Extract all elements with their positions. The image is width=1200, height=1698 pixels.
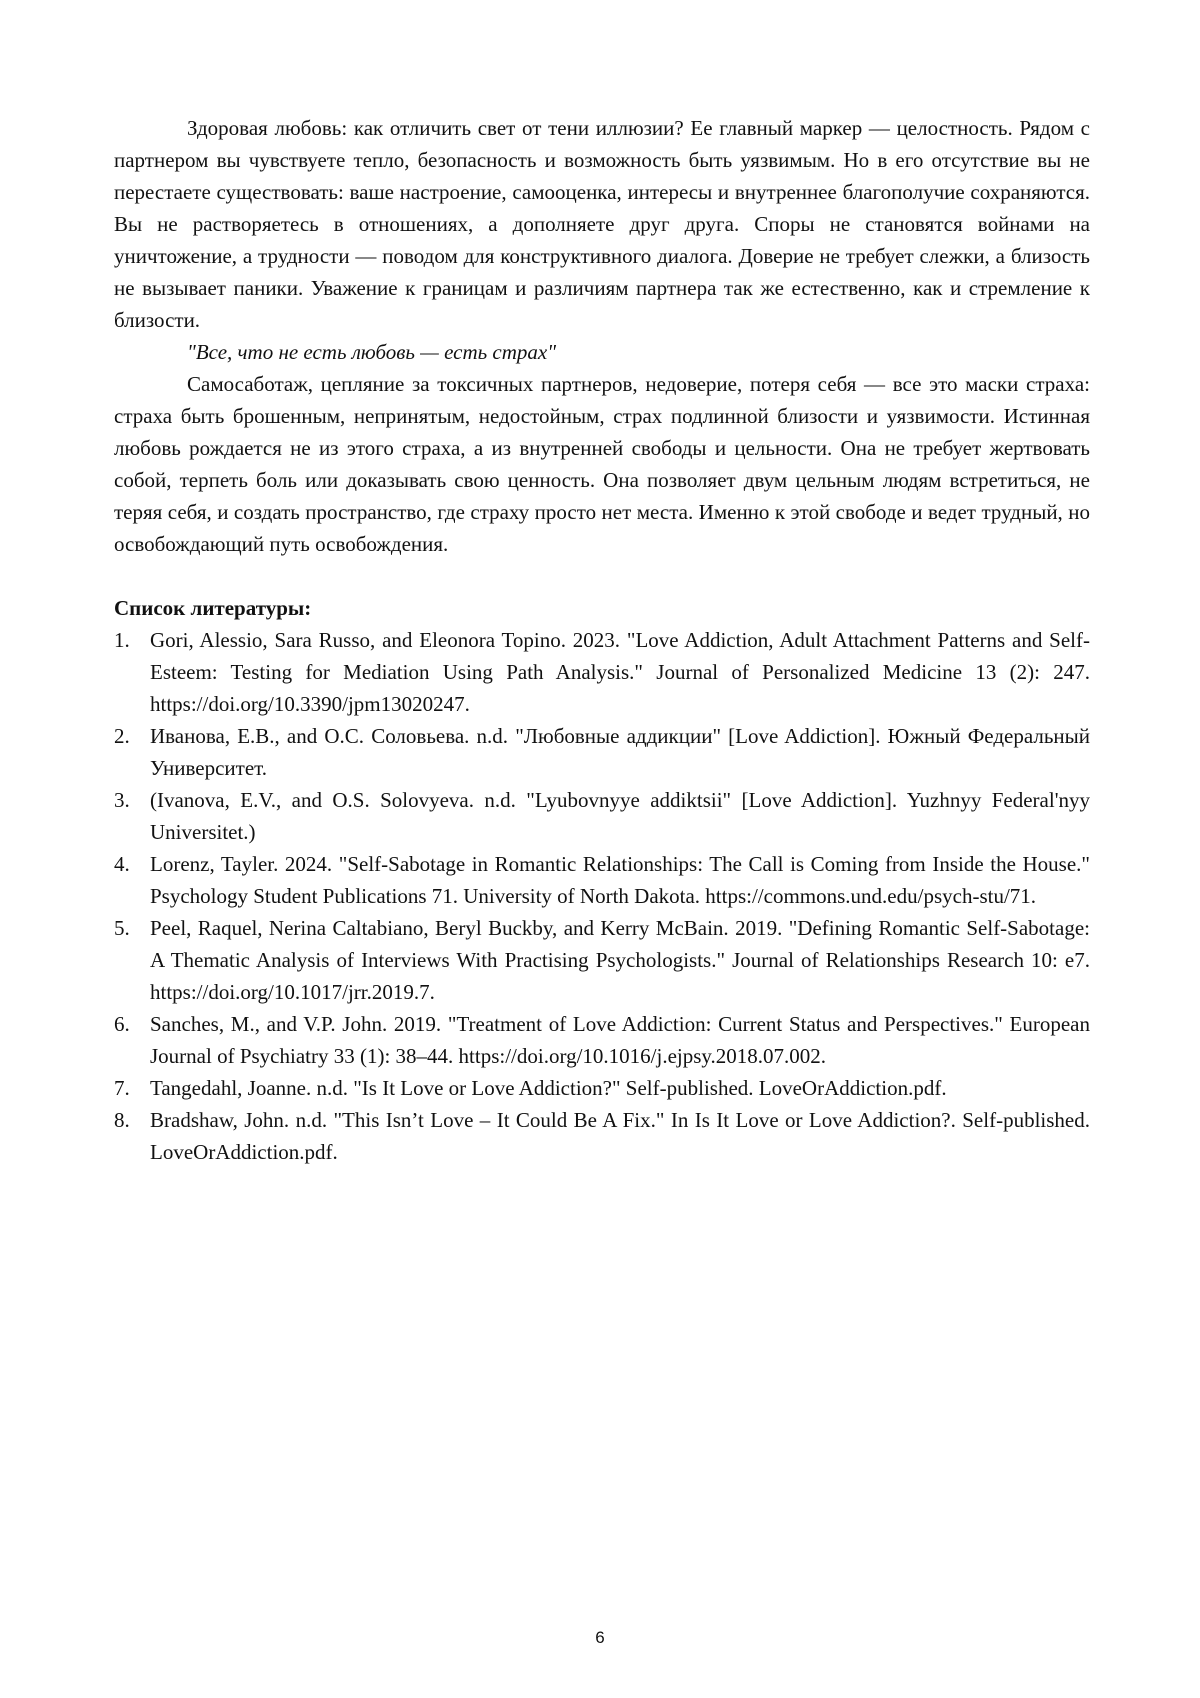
body-paragraph: Здоровая любовь: как отличить свет от тени иллюзии? Ее главный маркер — целостность. Рядом с партнером вы чувствуете тепло, безопасность и возможность быть уязвимым. Но в его отсутствие вы не перестаете существовать: ваше настроение, самооценка, интересы и внутреннее благополучие сохраняются. Вы не растворяетесь в отношениях, а дополняете друг друга. Споры не становятся войнами на уничтожение, а трудности — поводом для конструктивного диалога. Доверие не требует слежки, а близость не вызывает паники. Уважение к границам и различиям партнера так же естественно, как и стремление к близости. [114, 116, 1090, 332]
reference-item [114, 1104, 1090, 1168]
reference-number: 8. [114, 1108, 130, 1132]
reference-number: 3. [114, 788, 130, 812]
references-section [114, 592, 1090, 1168]
reference-item [114, 1072, 1090, 1104]
reference-text: Lorenz, Tayler. 2024. "Self-Sabotage in Romantic Relationships: The Call is Coming from Inside the House." Psychology Student Publications 71. University of North Dakota. https://commons.und.edu/psych-stu/71. [150, 852, 1090, 908]
reference-number: 6. [114, 1012, 130, 1036]
reference-number: 7. [114, 1076, 130, 1100]
page-number: 6 [595, 1628, 605, 1647]
body-paragraph: Самосаботаж, цепляние за токсичных партнеров, недоверие, потеря себя — все это маски страха: страха быть брошенным, непринятым, недостойным, страх подлинной близости и уязвимости. Истинная любовь рождается не из этого страха, а из внутренней свободы и цельности. Она не требует жертвовать собой, терпеть боль или доказывать свою ценность. Она позволяет двум цельным людям встретиться, не теряя себя, и создать пространство, где страху просто нет места. Именно к этой свободе и ведет трудный, но освобождающий путь освобождения. [114, 372, 1090, 556]
reference-text: Bradshaw, John. n.d. "This Isn’t Love – It Could Be A Fix." In Is It Love or Love Addiction?. Self-published. LoveOrAddiction.pdf. [150, 1108, 1090, 1164]
reference-item [114, 784, 1090, 848]
reference-number: 4. [114, 852, 130, 876]
reference-item [114, 912, 1090, 1008]
reference-text: Gori, Alessio, Sara Russo, and Eleonora Topino. 2023. "Love Addiction, Adult Attachment Patterns and Self-Esteem: Testing for Mediation Using Path Analysis." Journal of Personalized Medicine 13 (2): 247. https://doi.org/10.3390/jpm13020247. [150, 628, 1090, 716]
reference-item [114, 1008, 1090, 1072]
reference-number: 1. [114, 628, 130, 652]
reference-item [114, 848, 1090, 912]
reference-item [114, 624, 1090, 720]
references-title: Список литературы: [114, 596, 312, 620]
reference-text: Sanches, M., and V.P. John. 2019. "Treatment of Love Addiction: Current Status and Perspectives." European Journal of Psychiatry 33 (1): 38–44. https://doi.org/10.1016/j.ejpsy.2018.07.002. [150, 1012, 1090, 1068]
reference-text: (Ivanova, E.V., and O.S. Solovyeva. n.d. "Lyubovnyye addiktsii" [Love Addiction]. Yuzhnyy Federal'nyy Universitet.) [150, 788, 1090, 844]
page-content [114, 112, 1090, 1168]
reference-number: 5. [114, 916, 130, 940]
reference-number: 2. [114, 724, 130, 748]
epigraph-quote: "Все, что не есть любовь — есть страх" [187, 340, 557, 364]
reference-item [114, 720, 1090, 784]
reference-text: Peel, Raquel, Nerina Caltabiano, Beryl Buckby, and Kerry McBain. 2019. "Defining Romantic Self-Sabotage: A Thematic Analysis of Interviews With Practising Psychologists." Journal of Relationships Research 10: e7. https://doi.org/10.1017/jrr.2019.7. [150, 916, 1090, 1004]
reference-text: Иванова, Е.В., and О.С. Соловьева. n.d. "Любовные аддикции" [Love Addiction]. Южный Федеральный Университет. [150, 724, 1090, 780]
references-list [114, 624, 1090, 1168]
reference-text: Tangedahl, Joanne. n.d. "Is It Love or Love Addiction?" Self-published. LoveOrAddiction.pdf. [150, 1076, 947, 1100]
